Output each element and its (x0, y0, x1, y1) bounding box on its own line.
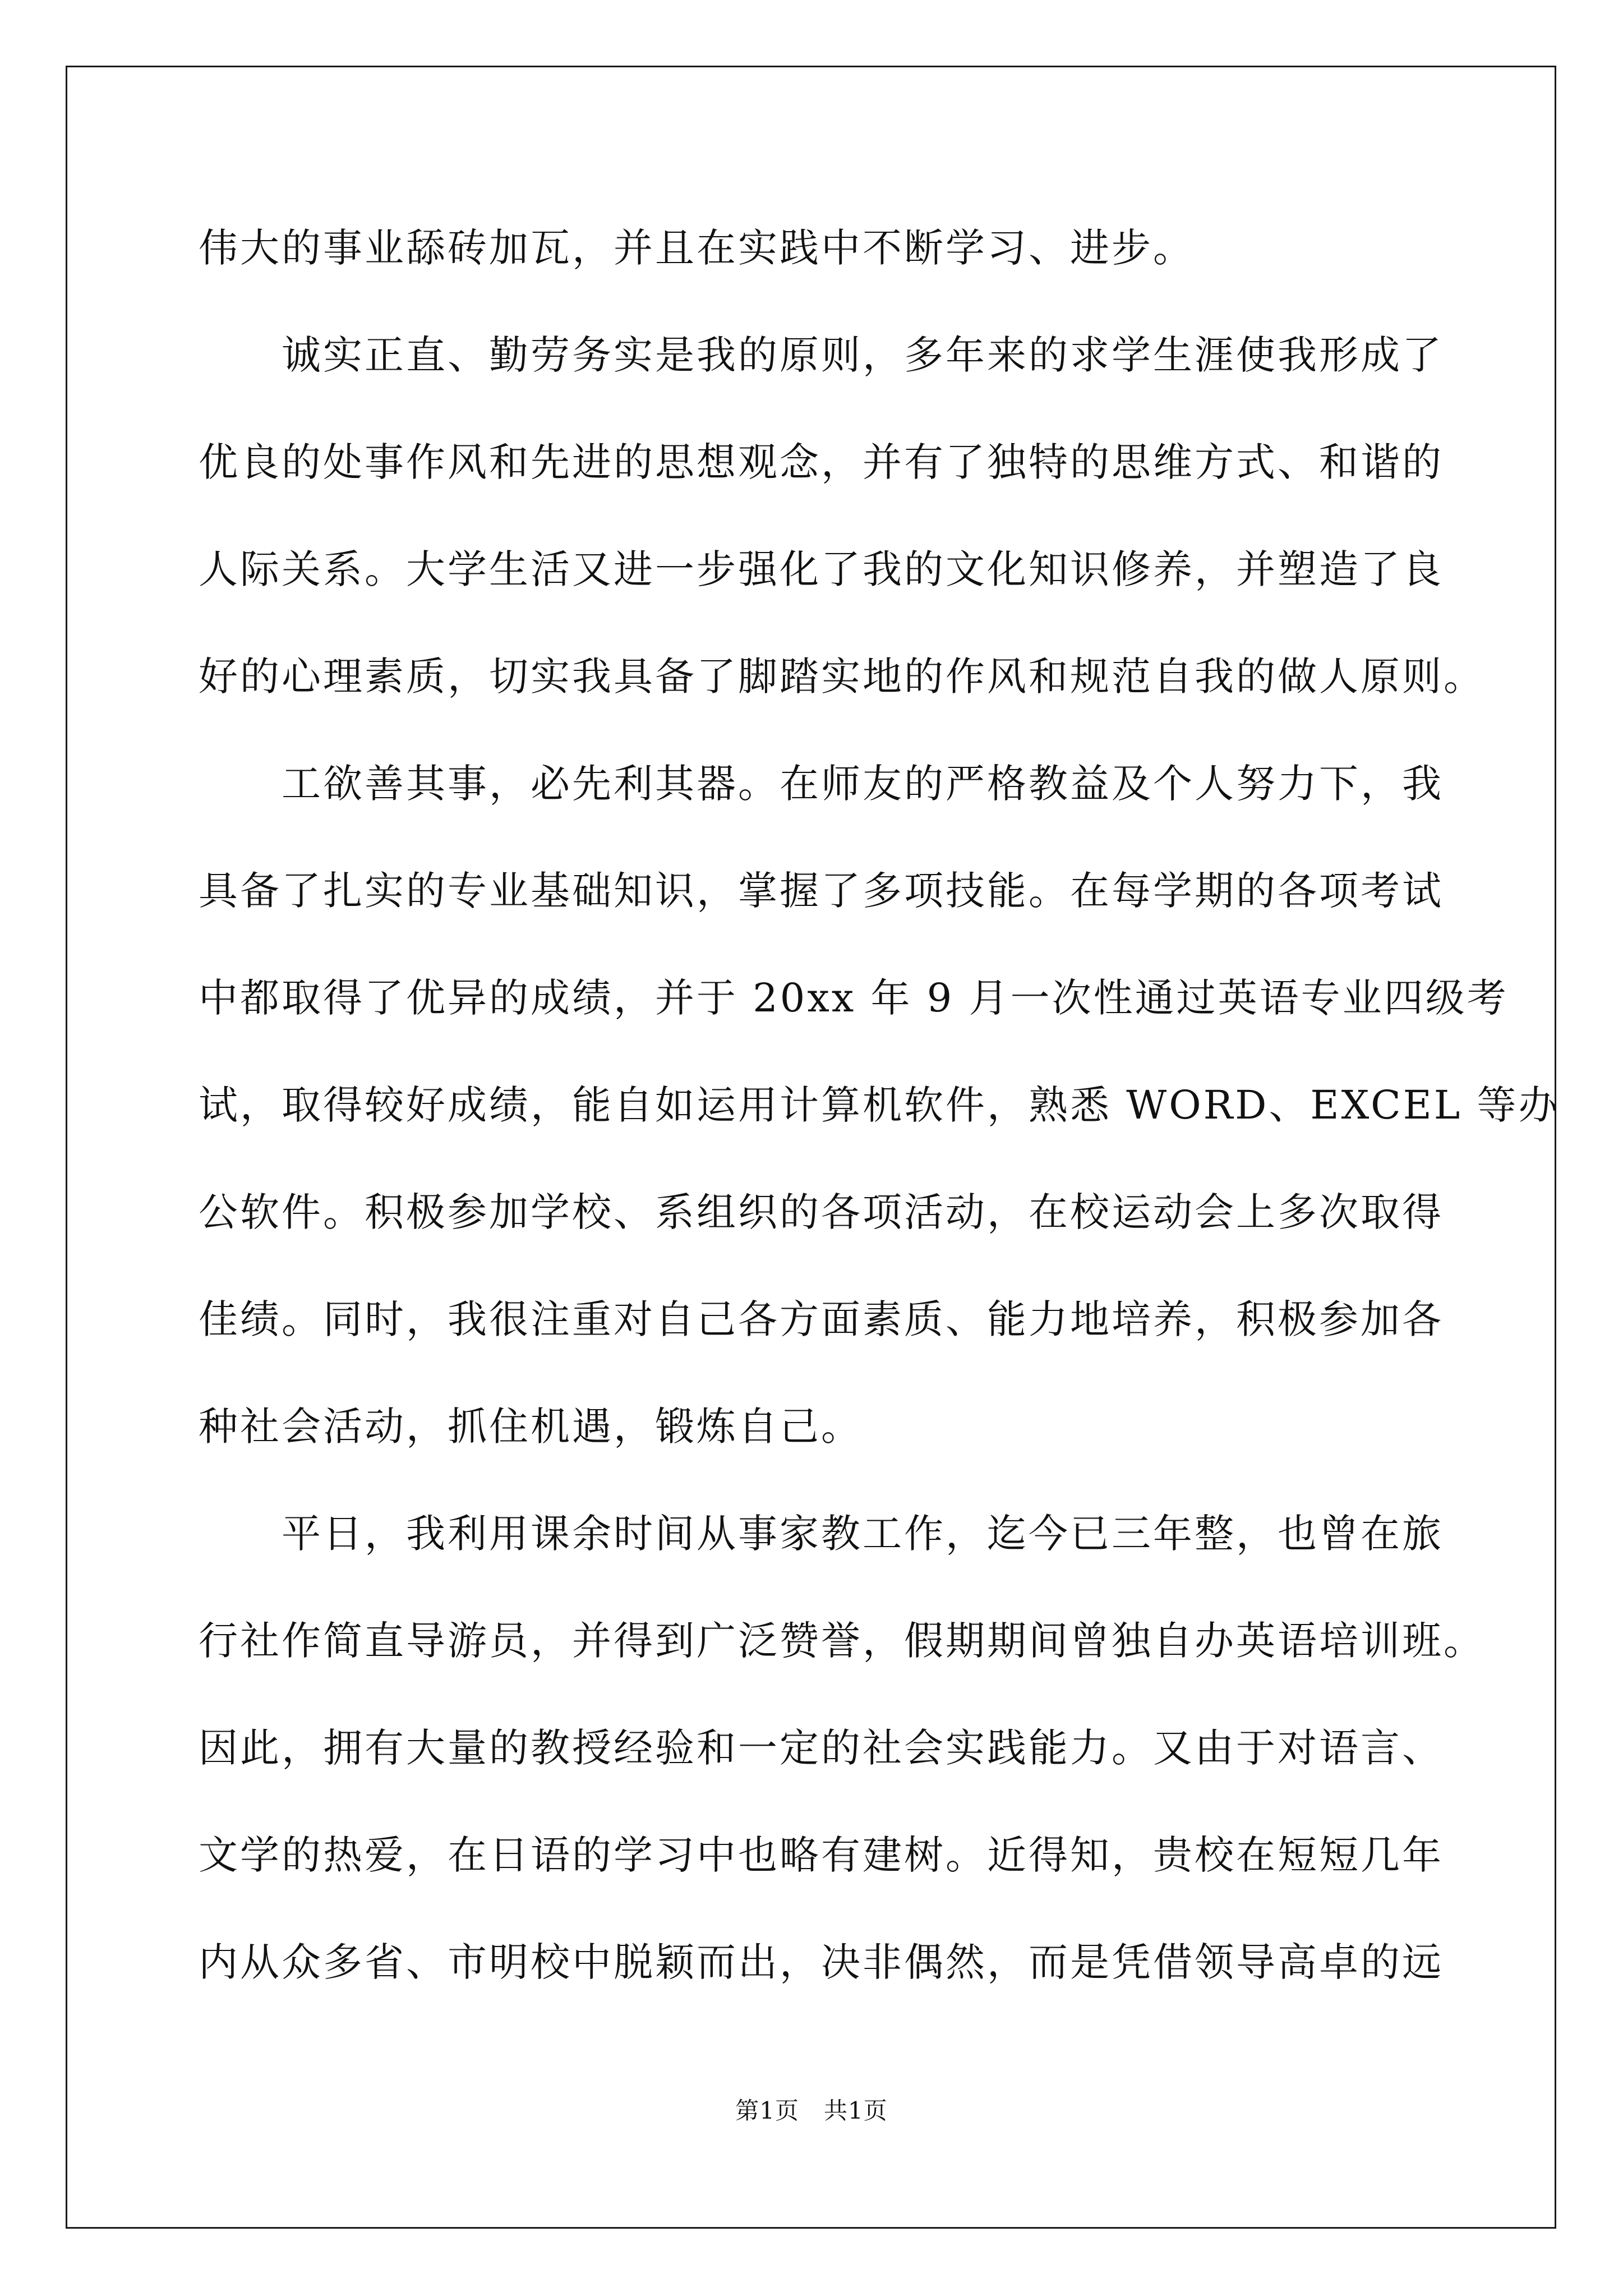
text-line: 内从众多省、市明校中脱颖而出，决非偶然，而是凭借领导高卓的远 (199, 1939, 1444, 1985)
text-line: 好的心理素质，切实我具备了脚踏实地的作风和规范自我的做人原则。 (199, 654, 1485, 700)
text-line: 诚实正直、勤劳务实是我的原则，多年来的求学生涯使我形成了 (199, 332, 1444, 378)
text-line: 优良的处事作风和先进的思想观念，并有了独特的思维方式、和谐的 (199, 439, 1444, 485)
page-number-total: 共1页 (824, 2097, 888, 2124)
text-line: 佳绩。同时，我很注重对自己各方面素质、能力地培养，积极参加各 (199, 1296, 1444, 1342)
text-line: 文学的热爱，在日语的学习中也略有建树。近得知，贵校在短短几年 (199, 1832, 1444, 1878)
text-line: 人际关系。大学生活又进一步强化了我的文化知识修养，并塑造了良 (199, 546, 1444, 592)
text-line: 试，取得较好成绩，能自如运用计算机软件，熟悉 WORD、EXCEL 等办 (199, 1082, 1560, 1128)
text-line: 公软件。积极参加学校、系组织的各项活动，在校运动会上多次取得 (199, 1189, 1444, 1235)
page-number-current: 第1页 (735, 2097, 799, 2124)
text-line: 平日，我利用课余时间从事家教工作，迄今已三年整，也曾在旅 (199, 1511, 1444, 1557)
text-line: 具备了扎实的专业基础知识，掌握了多项技能。在每学期的各项考试 (199, 868, 1444, 914)
text-line: 中都取得了优异的成绩，并于 20xx 年 9 月一次性通过英语专业四级考 (199, 975, 1509, 1021)
text-line: 因此，拥有大量的教授经验和一定的社会实践能力。又由于对语言、 (199, 1725, 1444, 1771)
text-line: 行社作简直导游员，并得到广泛赞誉，假期期间曾独自办英语培训班。 (199, 1618, 1485, 1664)
text-line: 工欲善其事，必先利其器。在师友的严格教益及个人努力下，我 (199, 761, 1444, 807)
text-line: 伟大的事业舔砖加瓦，并且在实践中不断学习、进步。 (199, 225, 1195, 271)
document-body (199, 223, 1560, 2044)
text-line: 种社会活动，抓住机遇，锻炼自己。 (199, 1404, 863, 1450)
page-footer (0, 2095, 1623, 2127)
